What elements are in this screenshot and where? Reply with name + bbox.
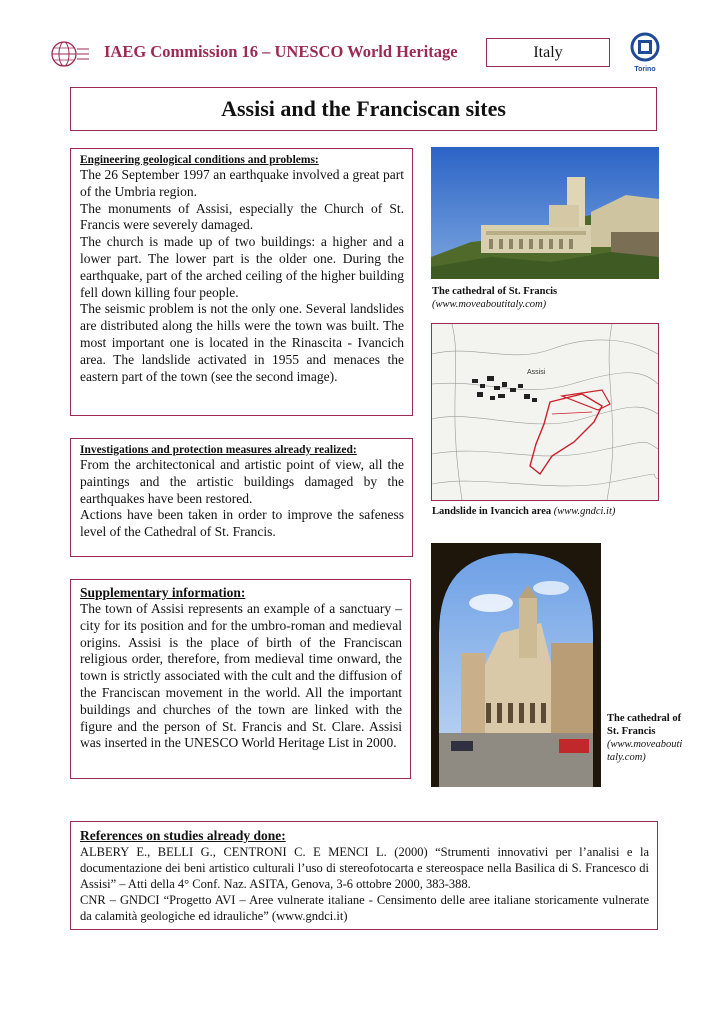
cathedral-photo-1 xyxy=(431,147,659,279)
supplementary-paragraph: The town of Assisi represents an example of a sanctuary – city for its position and for the umbro-roman and medieval origins. Assisi is the place of birth of the Franciscan religious order, therefore, from medieval time onward, the town is strictly associated with the cult and the diffusion of the Franciscan movement in the world. All the important buildings and churches of the town are linked with the figure and the person of St. Francis and St. Clare. Assisi was inserted in the UNESCO World Heritage List in 2000. xyxy=(80,601,402,751)
figure-caption-source: (www.moveaboutitaly.com) xyxy=(607,739,683,763)
header-title: IAEG Commission 16 – UNESCO World Heritage xyxy=(104,42,458,61)
svg-text:Assisi: Assisi xyxy=(527,369,546,376)
supplementary-section xyxy=(70,579,411,779)
investigations-paragraph: Actions have been taken in order to improve the safeness level of the Cathedral of St. Francis. xyxy=(80,507,404,540)
figure-caption-title: The cathedral of St. Francis xyxy=(607,713,682,737)
engineering-paragraph: The 26 September 1997 an earthquake involved a great part of the Umbria region. xyxy=(80,167,404,199)
engineering-paragraph: The monuments of Assisi, especially the Church of St. Francis were severely damaged. xyxy=(80,200,404,233)
figure-caption-title: Landslide in Ivancich area xyxy=(432,506,552,517)
figure-caption-1 xyxy=(432,285,662,311)
engineering-heading: Engineering geological conditions and problems: xyxy=(80,154,319,166)
irpi-logo-text: Torino xyxy=(634,66,656,73)
figure-caption-2 xyxy=(432,505,672,518)
cathedral-photo-2 xyxy=(431,543,601,787)
references-section xyxy=(70,821,658,930)
reference-entry: ALBERY E., BELLI G., CENTRONI C. E MENCI L. (2000) “Strumenti innovativi per l’analisi e la documentazione dei beni artistico culturali l’uso di stereofotocarta e stereospace nella Basilica di S. Francesco di Assisi” – Atti della 4° Conf. Naz. ASITA, Genova, 3-6 ottobre 2000, 383-388. xyxy=(80,845,649,891)
reference-entry: CNR – GNDCI “Progetto AVI – Aree vulnerate italiane - Censimento delle aree italiane storicamente vulnerate da calamità geologiche ed idrauliche” (www.gndci.it) xyxy=(80,893,649,923)
figure-caption-source: (www.gndci.it) xyxy=(553,506,616,517)
country-label: Italy xyxy=(486,38,610,67)
engineering-section xyxy=(70,148,413,416)
irpi-emblem-icon xyxy=(628,32,662,62)
iaeg-logo xyxy=(50,37,90,71)
supplementary-heading: Supplementary information: xyxy=(80,585,246,600)
engineering-paragraph: The church is made up of two buildings: a higher and a lower part. The lower part is the older one. During the earthquake, part of the arched ceiling of the higher building fell down killing four people. xyxy=(80,234,404,300)
investigations-section xyxy=(70,438,413,557)
engineering-paragraph: The seismic problem is not the only one. Several landslides are distributed along the hills were the town was built. The most important one is located in the Rinascita - Ivancich area. The landslide activated in 1955 and menaces the eastern part of the town (see the second image). xyxy=(80,301,404,384)
landslide-map-image xyxy=(432,324,658,500)
irpi-logo xyxy=(628,32,662,72)
cathedral-photo-1-image xyxy=(431,147,659,279)
page-title: Assisi and the Franciscan sites xyxy=(70,87,657,131)
figure-caption-3 xyxy=(607,712,683,764)
investigations-paragraph: From the architectonical and artistic point of view, all the paintings and the artistic buildings damaged by the earthquakes have been restored. xyxy=(80,457,404,506)
cathedral-photo-2-image xyxy=(431,543,601,787)
figure-caption-title: The cathedral of St. Francis xyxy=(432,286,558,297)
landslide-map xyxy=(431,323,659,501)
globe-icon xyxy=(50,37,90,71)
figure-caption-source: (www.moveaboutitaly.com) xyxy=(432,299,547,310)
references-heading: References on studies already done: xyxy=(80,828,286,843)
investigations-heading: Investigations and protection measures already realized: xyxy=(80,444,357,456)
